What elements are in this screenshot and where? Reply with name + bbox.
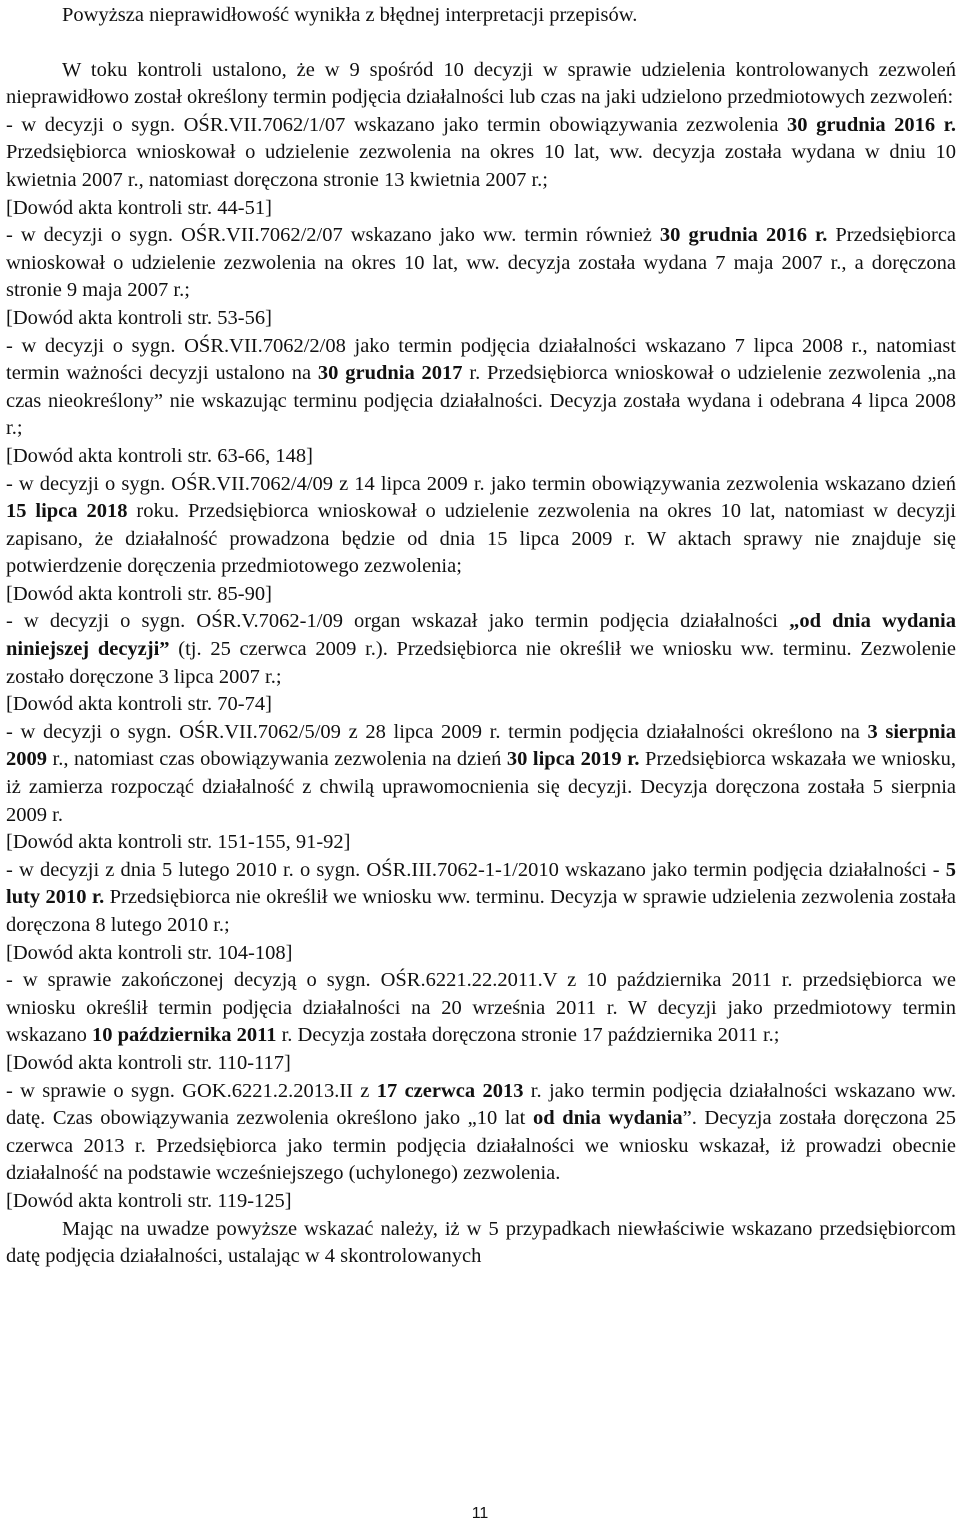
item-9-paragraph [6, 1078, 956, 1188]
item-9-bold-phrase: od dnia wydania [532, 1107, 683, 1130]
item-5-bold-phrase: „od dnia wydania niniejszej decyzji” [6, 610, 957, 661]
item-4-text-a: - w decyzji o sygn. OŚR.VII.7062/4/09 z 14 lipca 2009 r. jako termin obowiązywania zezwolenia wskazano dzień [6, 472, 956, 495]
item-6-paragraph [6, 719, 956, 829]
item-4-text-b: roku. Przedsiębiorca wnioskował o udzielenie zezwolenia na okres 10 lat, natomiast w decyzji zapisano, że działalność prowadzona będzie od dnia 15 lipca 2009 r. W aktach sprawy nie znajduje się potwierdzenie doręczenia przedmiotowego zezwolenia; [6, 500, 956, 578]
item-4-paragraph [6, 471, 956, 581]
item-9-bold-date: 17 czerwca 2013 [376, 1079, 524, 1102]
item-3-text-b: r. Przedsiębiorca wnioskował o udzielenie zezwolenia „na czas nieokreślony” nie wskazując terminu podjęcia działalności. Decyzja została wydana i odebrana 4 lipca 2008 r.; [6, 362, 957, 440]
item-3-paragraph [6, 333, 956, 443]
item-2-text-a: - w decyzji o sygn. OŚR.VII.7062/2/07 wskazano jako ww. termin również [6, 224, 660, 247]
item-5-paragraph [6, 608, 956, 691]
intro-paragraph: Powyższa nieprawidłowość wynikła z błędnej interpretacji przepisów. [62, 4, 638, 26]
item-6-text-a: - w decyzji o sygn. OŚR.VII.7062/5/09 z 28 lipca 2009 r. termin podjęcia działalności określono na [6, 720, 868, 743]
item-2-bold-date: 30 grudnia 2016 r. [659, 224, 828, 247]
item-8-text-b: r. Decyzja została doręczona stronie 17 października 2011 r.; [276, 1024, 780, 1047]
item-8-evidence: [Dowód akta kontroli str. 110-117] [6, 1051, 291, 1074]
item-6-bold-date-2: 30 lipca 2019 r. [506, 748, 640, 771]
item-5-text-b: (tj. 25 czerwca 2009 r.). Przedsiębiorca nie określił we wniosku ww. terminu. Zezwolenie zostało doręczone 3 lipca 2007 r.; [6, 638, 957, 688]
item-7-text-b: Przedsiębiorca nie określił we wniosku ww. terminu. Decyzja w sprawie udzielenia zezwolenia została doręczona 8 lutego 2010 r.; [6, 886, 956, 936]
item-6-bold-date-1: 3 sierpnia 2009 [6, 720, 956, 771]
item-1-bold-date: 30 grudnia 2016 r. [787, 113, 957, 136]
item-9-text-b: r. jako termin podjęcia działalności wskazano ww. datę. Czas obowiązywania zezwolenia określono jako „10 lat [6, 1079, 956, 1130]
item-5-evidence: [Dowód akta kontroli str. 70-74] [6, 693, 272, 716]
item-7-paragraph [6, 857, 956, 940]
item-4-bold-date: 15 lipca 2018 [6, 500, 128, 523]
item-2-evidence: [Dowód akta kontroli str. 53-56] [6, 306, 272, 329]
item-2-text-b: Przedsiębiorca wnioskował o udzielenie zezwolenia na okres 10 lat, ww. decyzja została wydana 7 maja 2007 r., a doręczona stronie 9 maja 2007 r.; [6, 224, 957, 302]
item-1-text-a: - w decyzji o sygn. OŚR.VII.7062/1/07 wskazano jako termin obowiązywania zezwolenia [6, 113, 788, 136]
item-1-text-b: Przedsiębiorca wnioskował o udzielenie zezwolenia na okres 10 lat, ww. decyzja została wydana w dniu 10 kwietnia 2007 r., natomiast doręczona stronie 13 kwietnia 2007 r.; [6, 141, 956, 191]
item-4-evidence: [Dowód akta kontroli str. 85-90] [6, 582, 272, 605]
item-1-paragraph [6, 112, 956, 195]
item-8-text-a: - w sprawie zakończonej decyzją o sygn. OŚR.6221.22.2011.V z 10 października 2011 r. przedsiębiorca we wniosku określił termin podjęcia działalności na 20 września 2011 r. W decyzji jako przedmiotowy termin wskazano [6, 969, 956, 1047]
item-9-text-c: ”. Decyzja została doręczona 25 czerwca 2013 r. Przedsiębiorca jako termin podjęcia działalności we wniosku wskazał, iż prowadzi obecnie działalność na podstawie wcześniejszego (uchylonego) zezwolenia. [6, 1107, 957, 1185]
item-3-text-a: - w decyzji o sygn. OŚR.VII.7062/2/08 jako termin podjęcia działalności wskazano 7 lipca 2008 r., natomiast termin ważności decyzji ustalono na [6, 334, 956, 385]
item-3-bold-date: 30 grudnia 2017 [317, 362, 463, 385]
item-6-evidence: [Dowód akta kontroli str. 151-155, 91-92] [6, 831, 351, 854]
item-9-evidence: [Dowód akta kontroli str. 119-125] [6, 1189, 292, 1212]
item-2-paragraph [6, 222, 956, 305]
item-5-text-a: - w decyzji o sygn. OŚR.V.7062-1/09 organ wskazał jako termin podjęcia działalności [6, 610, 790, 633]
closing-paragraph: Mając na uwadze powyższe wskazać należy, iż w 5 przypadkach niewłaściwie wskazano przedsiębiorcom datę podjęcia działalności, ustalając w 4 skontrolowanych [6, 1217, 956, 1268]
item-6-text-c: Przedsiębiorca wskazała we wniosku, iż zamierza rozpocząć działalność z chwilą uprawomocnienia się decyzji. Decyzja doręczona została 5 sierpnia 2009 r. [6, 748, 956, 826]
item-7-text-a: - w decyzji z dnia 5 lutego 2010 r. o sygn. OŚR.III.7062-1-1/2010 wskazano jako termin podjęcia działalności - [6, 858, 946, 881]
item-3-evidence: [Dowód akta kontroli str. 63-66, 148] [6, 444, 313, 467]
item-9-text-a: - w sprawie o sygn. GOK.6221.2.2013.II z [6, 1079, 377, 1102]
item-1-evidence: [Dowód akta kontroli str. 44-51] [6, 196, 272, 219]
lead-paragraph: W toku kontroli ustalono, że w 9 spośród 10 decyzji w sprawie udzielenia kontrolowanych zezwoleń nieprawidłowo został określony termin podjęcia działalności lub czas na jaki udzielono przedmiotowych zezwoleń: [6, 58, 956, 109]
item-8-bold-date: 10 października 2011 [91, 1024, 277, 1047]
item-6-text-b: r., natomiast czas obowiązywania zezwolenia na dzień [47, 748, 507, 771]
item-7-evidence: [Dowód akta kontroli str. 104-108] [6, 941, 293, 964]
item-7-bold-date: 5 luty 2010 r. [6, 858, 956, 909]
item-8-paragraph [6, 967, 956, 1050]
page-number: 11 [471, 1505, 489, 1522]
